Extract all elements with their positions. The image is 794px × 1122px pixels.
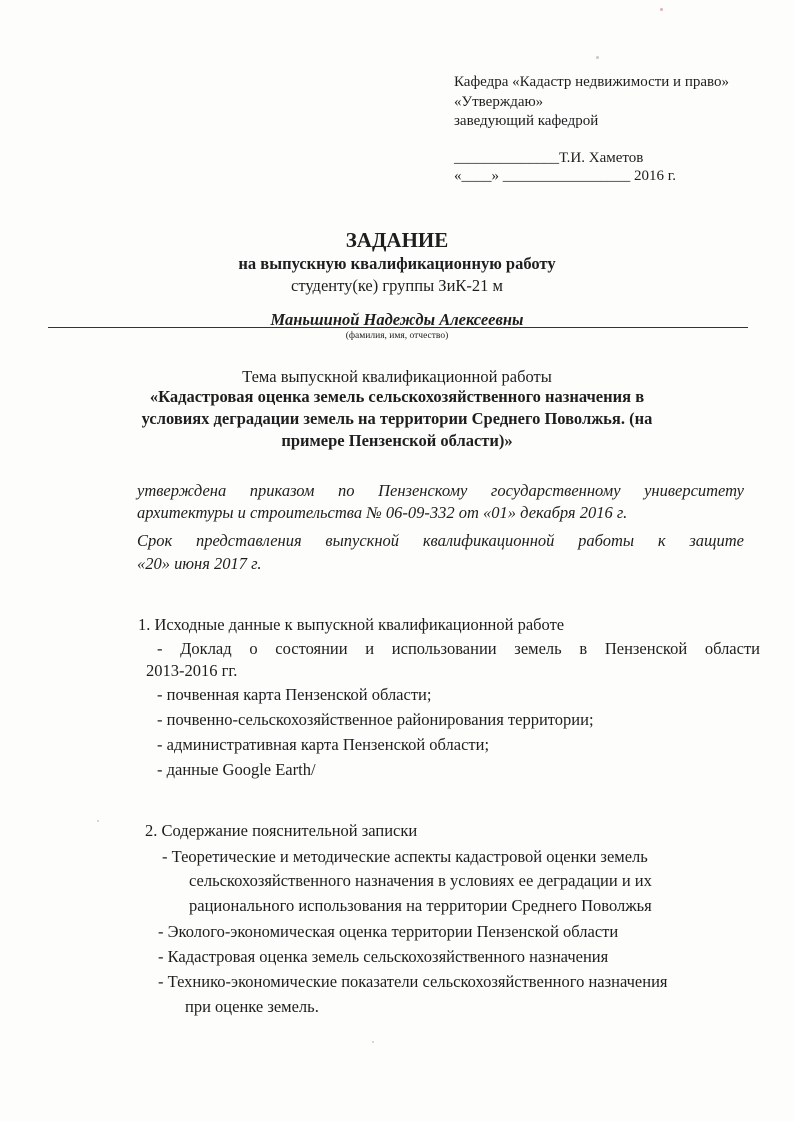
signature-line: ______________Т.И. Хаметов [454, 150, 644, 166]
department-line: Кафедра «Кадастр недвижимости и право» [454, 74, 730, 90]
topic-line-1: «Кадастровая оценка земель сельскохозяйственного назначения в [149, 387, 645, 406]
section-2-item-4: - Технико-экономические показатели сельскохозяйственного назначения [158, 972, 668, 991]
section-2-item-2: - Эколого-экономическая оценка территории Пензенской области [158, 922, 619, 941]
student-group: студенту(ке) группы ЗиК-21 м [291, 276, 503, 295]
student-name: Маньшиной Надежды Алексеевны [270, 310, 524, 329]
document-subtitle: на выпускную квалификационную работу [238, 254, 556, 273]
section-2-item-4-cont: при оценке земель. [185, 997, 319, 1016]
topic-label: Тема выпускной квалификационной работы [242, 367, 552, 386]
section-1-item-1: - Доклад о состоянии и использовании земель в Пензенской области [157, 639, 760, 658]
scan-speck [372, 1041, 374, 1043]
section-2-heading: 2. Содержание пояснительной записки [145, 821, 418, 840]
student-name-underline [48, 327, 748, 328]
scan-speck [596, 56, 599, 59]
section-1-item-5: - данные Google Earth/ [157, 760, 316, 779]
topic-line-2: условиях деградации земель на территории Среднего Поволжья. (на [141, 409, 653, 428]
section-1-item-4: - административная карта Пензенской области; [157, 735, 490, 754]
approve-label: «Утверждаю» [454, 94, 544, 110]
topic-line-3: примере Пензенской области)» [281, 431, 513, 450]
section-1-item-3: - почвенно-сельскохозяйственное районирования территории; [157, 710, 594, 729]
deadline-line-2: «20» июня 2017 г. [137, 554, 262, 573]
section-2-item-1: - Теоретические и методические аспекты кадастровой оценки земель [162, 847, 648, 866]
section-1-item-1-cont: 2013-2016 гг. [146, 661, 238, 680]
student-name-caption: (фамилия, имя, отчество) [345, 331, 449, 341]
scan-speck [97, 820, 99, 822]
approval-line-2: архитектуры и строительства № 06-09-332 от «01» декабря 2016 г. [137, 503, 628, 522]
date-line: «____» _________________ 2016 г. [454, 168, 676, 184]
approval-line-1: утверждена приказом по Пензенскому государственному университету [137, 481, 744, 500]
section-2-item-1-cont-2: рационального использования на территории Среднего Поволжья [189, 896, 652, 915]
document-title: ЗАДАНИЕ [345, 228, 449, 252]
section-1-item-2: - почвенная карта Пензенской области; [157, 685, 432, 704]
head-title: заведующий кафедрой [454, 113, 599, 129]
scan-speck [660, 8, 663, 11]
section-2-item-3: - Кадастровая оценка земель сельскохозяйственного назначения [158, 947, 609, 966]
section-2-item-1-cont-1: сельскохозяйственного назначения в условиях ее деградации и их [189, 871, 652, 890]
section-1-heading: 1. Исходные данные к выпускной квалификационной работе [138, 615, 565, 634]
deadline-line-1: Срок представления выпускной квалификационной работы к защите [137, 531, 744, 550]
